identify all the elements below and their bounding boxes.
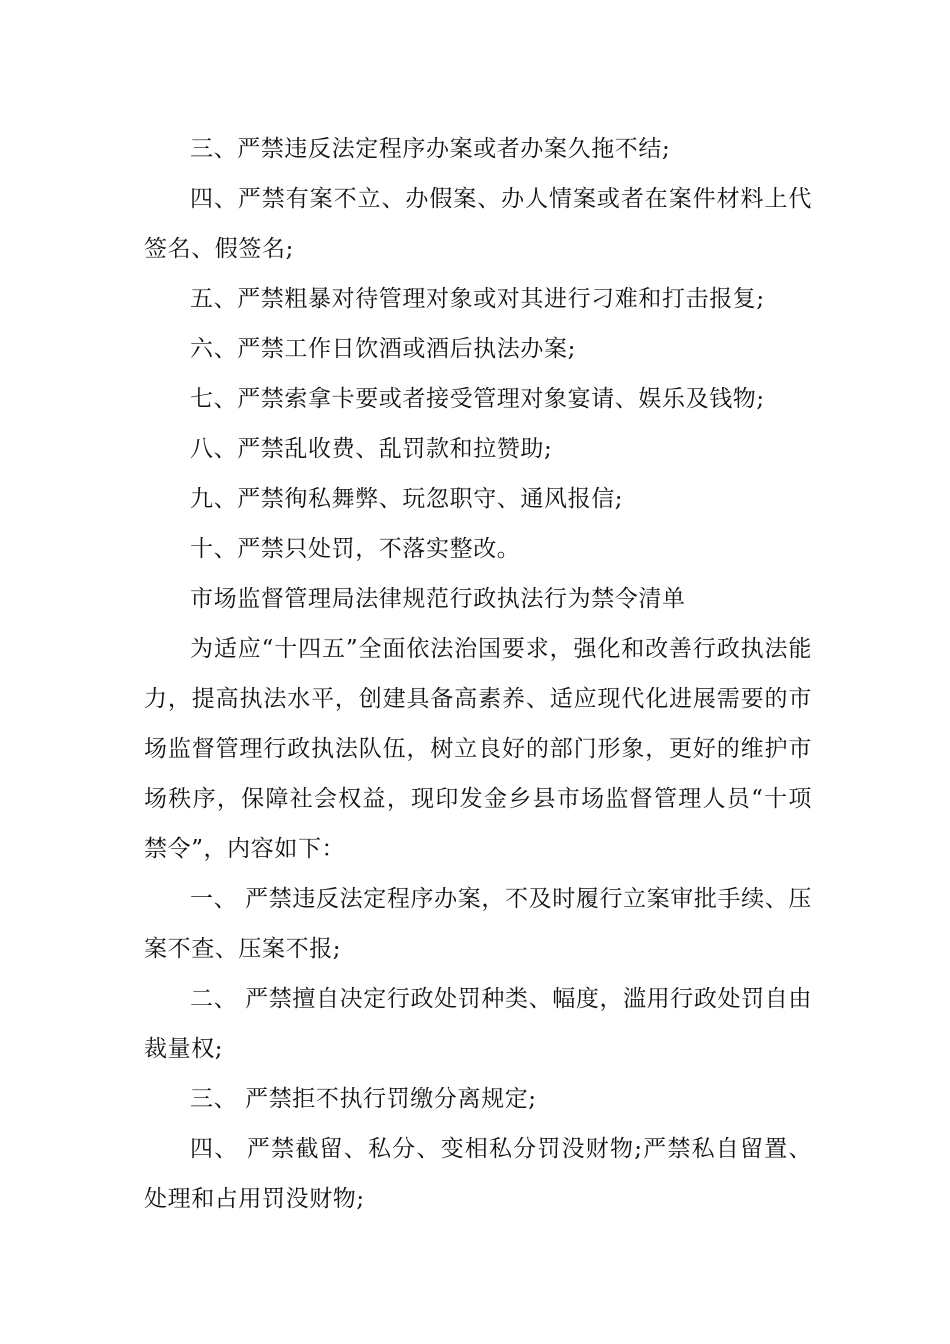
paragraph-item-9: 九、严禁徇私舞弊、玩忽职守、通风报信; (190, 486, 624, 512)
paragraph-item-4: 四、严禁有案不立、办假案、办人情案或者在案件材料上代签名、假签名; (144, 186, 812, 262)
paragraph-item-8: 八、严禁乱收费、乱罚款和拉赞助; (190, 436, 553, 462)
paragraph-item-7: 七、严禁索拿卡要或者接受管理对象宴请、娱乐及钱物; (190, 386, 765, 412)
document-body (144, 124, 812, 1224)
intro-paragraph: 为适应“十四五”全面依法治国要求，强化和改善行政执法能力，提高执法水平，创建具备高素养、适应现代化进展需要的市场监督管理行政执法队伍，树立良好的部门形象，更好的维护市场秩序，保障社会权益，现印发金乡县市场监督管理人员“十项禁令”，内容如下： (144, 636, 812, 862)
ban-item-3: 三、 严禁拒不执行罚缴分离规定; (190, 1086, 537, 1112)
paragraph-item-6: 六、严禁工作日饮酒或酒后执法办案; (190, 336, 576, 362)
ban-item-2: 二、 严禁擅自决定行政处罚种类、幅度，滥用行政处罚自由裁量权; (144, 986, 812, 1062)
paragraph-item-5: 五、严禁粗暴对待管理对象或对其进行刁难和打击报复; (190, 286, 765, 312)
paragraph-item-3: 三、严禁违反法定程序办案或者办案久拖不结; (190, 136, 671, 162)
paragraph-item-10: 十、严禁只处罚，不落实整改。 (190, 536, 521, 562)
ban-item-1: 一、 严禁违反法定程序办案，不及时履行立案审批手续、压案不查、压案不报; (144, 886, 812, 962)
section-title: 市场监督管理局法律规范行政执法行为禁令清单 (190, 586, 686, 612)
ban-item-4: 四、 严禁截留、私分、变相私分罚没财物;严禁私自留置、处理和占用罚没财物; (144, 1136, 812, 1212)
